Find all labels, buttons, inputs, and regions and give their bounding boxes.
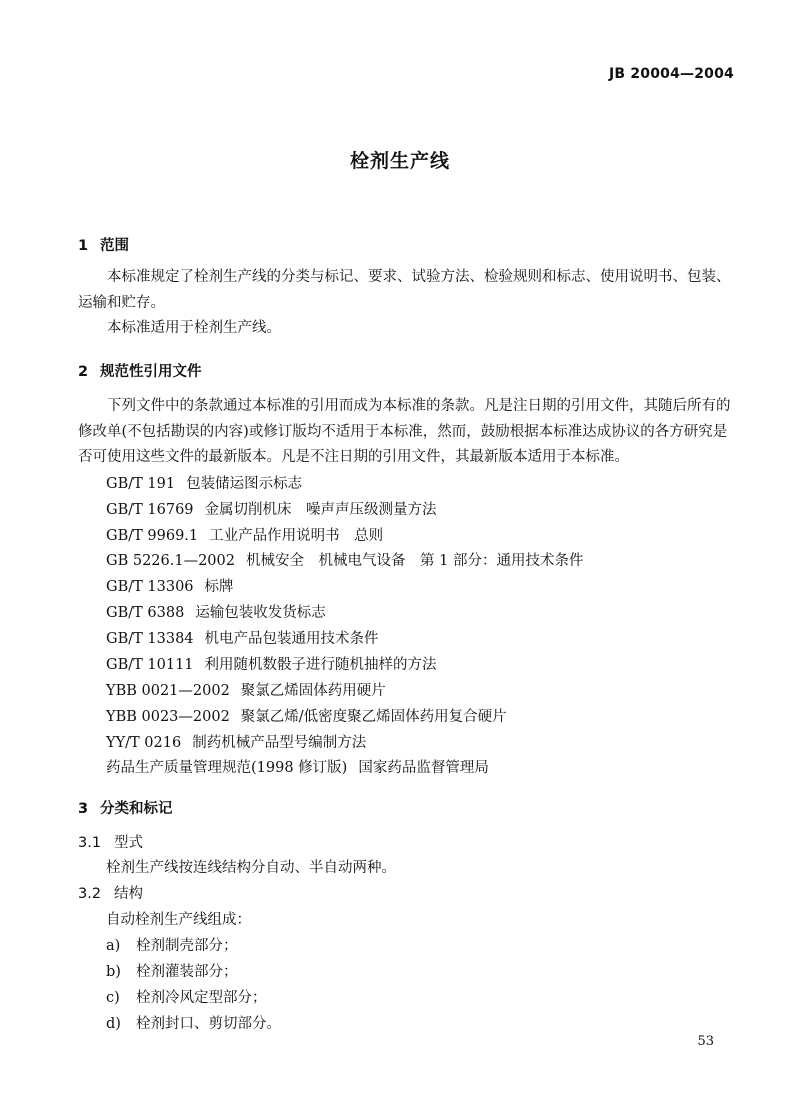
- reference-code: GB/T 9969.1: [106, 528, 199, 544]
- reference-item: [106, 524, 383, 545]
- reference-code: YBB 0023—2002: [106, 709, 230, 725]
- reference-code: GB 5226.1—2002: [106, 553, 235, 569]
- reference-title: 运输包装收发货标志: [195, 605, 326, 621]
- list-label: a): [106, 938, 121, 954]
- reference-code: GB/T 16769: [106, 502, 194, 518]
- reference-item: [106, 731, 366, 752]
- reference-title: 聚氯乙烯固体药用硬片: [240, 683, 386, 699]
- reference-code: GB/T 191: [106, 476, 176, 492]
- reference-title: 国家药品监督管理局: [358, 760, 489, 776]
- subsection-3-2-heading: [78, 882, 143, 903]
- list-item: [106, 960, 238, 981]
- reference-item: [106, 498, 437, 519]
- reference-title: 聚氯乙烯/低密度聚乙烯固体药用复合硬片: [240, 709, 507, 725]
- section-number: 2: [78, 364, 89, 380]
- list-text: 栓剂制壳部分；: [136, 938, 238, 954]
- reference-item: [106, 705, 507, 726]
- references-intro: 下列文件中的条款通过本标准的引用而成为本标准的条款。凡是注日期的引用文件，其随后所有的修改单(不包括勘误的内容)或修订版均不适用于本标准，然而，鼓励根据本标准达成协议的各方研究是否可使用这些文件的最新版本。凡是不注日期的引用文件，其最新版本适用于本标准。: [78, 398, 731, 465]
- reference-item: [106, 549, 583, 570]
- reference-title: 利用随机数骰子进行随机抽样的方法: [204, 657, 437, 673]
- subsection-title: 型式: [114, 835, 143, 851]
- standard-number: JB 20004—2004: [608, 66, 734, 82]
- reference-code: 药品生产质量管理规范(1998 修订版): [106, 760, 348, 776]
- section-title: 规范性引用文件: [100, 364, 202, 380]
- reference-item: [106, 575, 234, 596]
- reference-title: 标牌: [204, 579, 234, 595]
- list-label: d): [106, 1016, 121, 1032]
- section-title: 范围: [100, 238, 129, 254]
- list-item: [106, 1012, 281, 1033]
- list-label: b): [106, 964, 121, 980]
- reference-code: GB/T 13384: [106, 631, 194, 647]
- reference-title: 金属切削机床 噪声声压级测量方法: [204, 502, 437, 518]
- section-1-heading: [78, 234, 129, 255]
- section-title: 分类和标记: [100, 801, 173, 817]
- list-text: 栓剂封口、剪切部分。: [136, 1016, 281, 1032]
- reference-title: 包装储运图示标志: [186, 476, 303, 492]
- reference-code: YY/T 0216: [106, 735, 182, 751]
- reference-code: YBB 0021—2002: [106, 683, 230, 699]
- subsection-number: 3.2: [78, 886, 102, 902]
- scope-paragraph-2: 本标准适用于栓剂生产线。: [107, 320, 281, 336]
- subsection-number: 3.1: [78, 835, 102, 851]
- list-label: c): [106, 990, 120, 1006]
- reference-item: [106, 472, 302, 493]
- reference-item: [106, 756, 489, 777]
- reference-code: GB/T 13306: [106, 579, 194, 595]
- page-number: 53: [697, 1034, 714, 1049]
- reference-title: 机电产品包装通用技术条件: [204, 631, 379, 647]
- reference-item: [106, 679, 386, 700]
- reference-title: 制药机械产品型号编制方法: [192, 735, 367, 751]
- section-number: 1: [78, 238, 89, 254]
- subsection-3-1-text: 栓剂生产线按连线结构分自动、半自动两种。: [106, 860, 396, 876]
- list-item: [106, 934, 238, 955]
- reference-item: [106, 653, 437, 674]
- list-text: 栓剂灌装部分；: [136, 964, 238, 980]
- reference-title: 机械安全 机械电气设备 第 1 部分：通用技术条件: [246, 553, 584, 569]
- section-number: 3: [78, 801, 89, 817]
- reference-item: [106, 601, 326, 622]
- list-item: [106, 986, 267, 1007]
- reference-title: 工业产品作用说明书 总则: [209, 528, 384, 544]
- section-3-heading: [78, 797, 173, 818]
- subsection-title: 结构: [114, 886, 143, 902]
- scope-paragraph-1: 本标准规定了栓剂生产线的分类与标记、要求、试验方法、检验规则和标志、使用说明书、包装、运输和贮存。: [78, 269, 731, 311]
- reference-code: GB/T 10111: [106, 657, 194, 673]
- page-title: 栓剂生产线: [349, 150, 450, 172]
- subsection-3-1-heading: [78, 831, 143, 852]
- reference-code: GB/T 6388: [106, 605, 185, 621]
- section-2-heading: [78, 360, 202, 381]
- reference-item: [106, 627, 379, 648]
- list-text: 栓剂冷风定型部分；: [136, 990, 267, 1006]
- subsection-3-2-text: 自动栓剂生产线组成：: [106, 912, 251, 928]
